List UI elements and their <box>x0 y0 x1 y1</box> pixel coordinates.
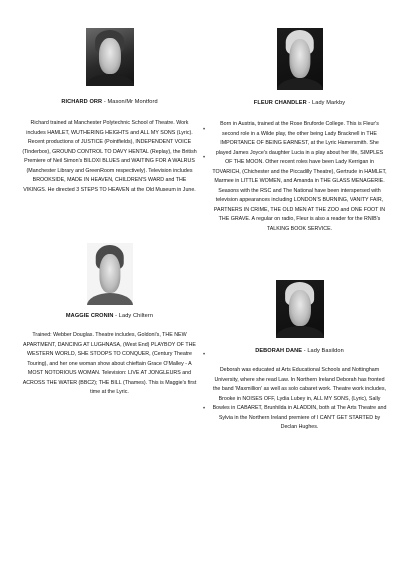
gutter-mark: • <box>203 155 206 161</box>
portrait-photo <box>277 28 323 90</box>
gutter-mark: • <box>203 406 206 412</box>
portrait-photo <box>87 243 133 305</box>
portrait-photo <box>276 280 324 338</box>
performer-heading <box>22 312 197 320</box>
portrait-photo <box>86 28 134 86</box>
performer-bio: Richard trained at Manchester Polytechnic School of Theatre. Work includes HAMLET, WUTHERING HEIGHTS and ALL MY SONS (Lyric). Recent productions of JUSTICE (Pointfields), INDEPENDENT VOICE (Tinderbox), GROUND CONTROL TO DAVY HENTAL (Replay), the British Premiere of Neil Simon's BILOXI BLUES and WAITING FOR A WALRUS (Manchester Library and GreenRoom respectively). Television includes BROOKSIDE, MADE IN HEAVEN, CHILDREN'S WARD and THE VIKINGS. He directed 3 STEPS TO HEAVEN at the Old Museum in June. <box>22 120 197 193</box>
performer-deborah-dane <box>212 280 387 433</box>
performer-heading <box>212 347 387 355</box>
performer-bio: Trained: Webber Douglas. Theatre includes, Goldoni's, THE NEW APARTMENT, DANCING AT LUGHNASA, (West End) PLAYBOY OF THE WESTERN WORLD, SHE STOOPS TO CONQUER, (Century Theatre Touring), and her one woman show about chieftain Grace O'Malley - A MOST NOTORIOUS WOMAN. Television: LIVE AT JONGLEURS and ACROSS THE WATER (BBC2); THE BILL (Thames). This is Maggie's first time at the Lyric. <box>22 332 197 395</box>
performer-name: DEBORAH DANE <box>255 348 303 354</box>
performer-name: FLEUR CHANDLER <box>253 100 307 106</box>
performer-name: MAGGIE CRONIN <box>65 313 114 319</box>
performer-fleur-chandler <box>212 28 387 234</box>
gutter-mark: • <box>203 352 206 358</box>
performer-richard-orr <box>22 28 197 195</box>
gutter-mark: • <box>203 127 206 133</box>
performer-role: - Lady Basildon <box>302 348 344 354</box>
performer-heading <box>22 98 197 106</box>
performer-maggie-cronin <box>22 243 197 398</box>
performer-role: - Lady Chiltern <box>113 313 154 319</box>
performer-name: RICHARD ORR <box>61 99 103 105</box>
performer-bio: Born in Austria, trained at the Rose Bruforde College. This is Fleur's second role in a Wilde play, the other being Lady Bracknell in THE IMPORTANCE OF BEING EARNEST, at the Lyric Hamersmith. She played James Joyce's daughter Lucia in a play about her life, SIMPLES OF THE MOON. Other recent roles have been Lady Kerrigan in TOVARICH, (Chichester and the Piccadilly Theatre), Gertrude in HAMLET, Marmee in LITTLE WOMEN, and Amanda in THE GLASS MENAGERIE. Seasons with the RSC and The National have been interspersed with television appearances including LONDON'S BURNING, VANITY FAIR, PARTNERS IN CRIME, THE OLD MEN AT THE ZOO and ONE FOOT IN THE GRAVE. A regular on radio, Fleur is also a reader for the RNIB's TALKING BOOK SERVICE. <box>212 121 387 232</box>
performer-role: - Lady Markby <box>306 100 346 106</box>
performer-heading <box>212 99 387 107</box>
performer-role: - Mason/Mr Montford <box>102 99 158 105</box>
performer-bio: Deborah was educated at Arts Educational Schools and Nottingham University, where she read Law. In Northern Ireland Deborah has fronted the band 'Maxmillion' as well as solo cabaret work. Theatre work includes, Brooke in NOISES OFF, Lydia Lubey in, ALL MY SONS, (Lyric), Sally Bowles in CABARET, Brunhilda in ALADDIN, both at The Arts Theatre and Sylvia in the Northern Ireland premiere of I CAN'T GET STARTED by Declan Hughes. <box>212 367 387 430</box>
